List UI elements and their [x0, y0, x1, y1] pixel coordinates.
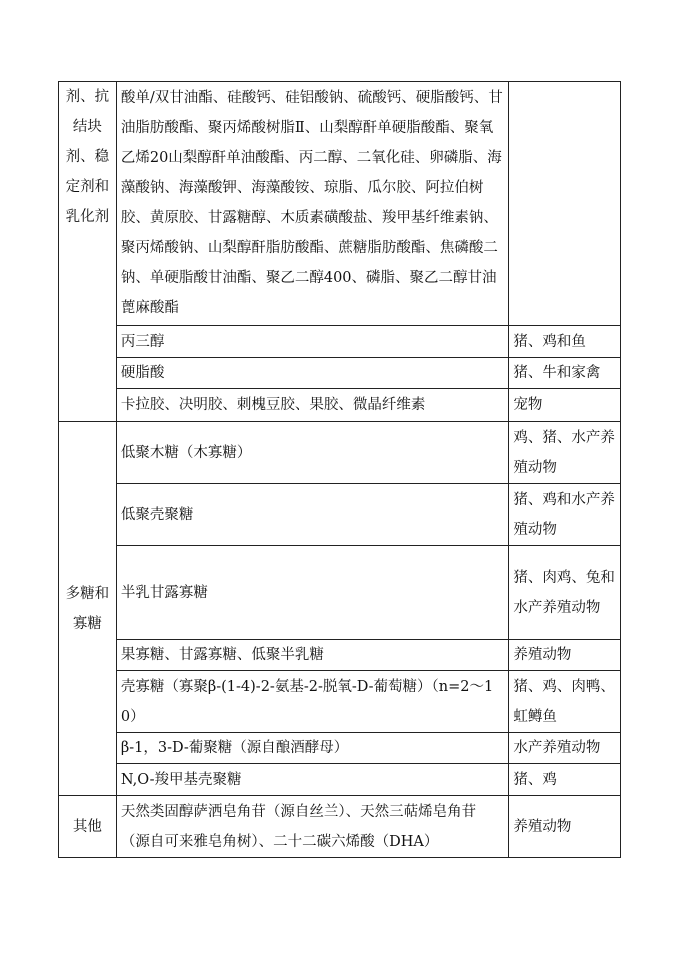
- table-row: [59, 640, 621, 671]
- table-row: [59, 671, 621, 733]
- category-cell: 其他: [59, 796, 117, 858]
- feed-additive-table: [58, 81, 621, 858]
- additive-name-cell: 低聚壳聚糖: [116, 484, 509, 546]
- additive-name-cell: 低聚木糖（木寡糖）: [116, 422, 509, 484]
- category-cell: 剂、抗结块剂、稳定剂和乳化剂: [59, 82, 117, 422]
- table-row: [59, 796, 621, 858]
- scope-cell: 养殖动物: [509, 640, 621, 671]
- table-row: [59, 389, 621, 422]
- scope-cell: 养殖动物: [509, 796, 621, 858]
- scope-cell: 鸡、猪、水产养殖动物: [509, 422, 621, 484]
- table-row: [59, 484, 621, 546]
- additive-name-cell: 壳寡糖（寡聚β-(1-4)-2-氨基-2-脱氧-D-葡萄糖）（n=2～10）: [116, 671, 509, 733]
- category-cell: 多糖和寡糖: [59, 422, 117, 796]
- scope-cell: 猪、鸡和水产养殖动物: [509, 484, 621, 546]
- table-row: [59, 733, 621, 764]
- additive-name-cell: 丙三醇: [116, 326, 509, 358]
- scope-cell: 宠物: [509, 389, 621, 422]
- table-row: [59, 326, 621, 358]
- table-row: [59, 422, 621, 484]
- table-row: [59, 546, 621, 640]
- table-row: [59, 358, 621, 389]
- additive-name-cell: 果寡糖、甘露寡糖、低聚半乳糖: [116, 640, 509, 671]
- scope-cell: 猪、牛和家禽: [509, 358, 621, 389]
- scope-cell: 猪、鸡和鱼: [509, 326, 621, 358]
- additive-name-cell: 天然类固醇萨洒皂角苷（源自丝兰）、天然三萜烯皂角苷（源自可来雅皂角树）、二十二碳六烯酸（DHA）: [116, 796, 509, 858]
- table-row: [59, 764, 621, 796]
- table-row: [59, 82, 621, 326]
- additive-name-cell: β-1，3-D-葡聚糖（源自酿酒酵母）: [116, 733, 509, 764]
- scope-cell: 水产养殖动物: [509, 733, 621, 764]
- additive-name-cell: 卡拉胶、决明胶、刺槐豆胶、果胶、微晶纤维素: [116, 389, 509, 422]
- additive-name-cell: 酸单/双甘油酯、硅酸钙、硅铝酸钠、硫酸钙、硬脂酸钙、甘油脂肪酸酯、聚丙烯酸树脂Ⅱ、山梨醇酐单硬脂酸酯、聚氧乙烯20山梨醇酐单油酸酯、丙二醇、二氧化硅、卵磷脂、海藻酸钠、海藻酸钾、海藻酸铵、琼脂、瓜尔胶、阿拉伯树胶、黄原胶、甘露糖醇、木质素磺酸盐、羧甲基纤维素钠、聚丙烯酸钠、山梨醇酐脂肪酸酯、蔗糖脂肪酸酯、焦磷酸二钠、单硬脂酸甘油酯、聚乙二醇400、磷脂、聚乙二醇甘油蓖麻酸酯: [116, 82, 509, 326]
- additive-name-cell: N,O-羧甲基壳聚糖: [116, 764, 509, 796]
- additive-name-cell: 半乳甘露寡糖: [116, 546, 509, 640]
- additive-name-cell: 硬脂酸: [116, 358, 509, 389]
- scope-cell: 猪、肉鸡、兔和水产养殖动物: [509, 546, 621, 640]
- scope-cell: [509, 82, 621, 326]
- scope-cell: 猪、鸡、肉鸭、虹鳟鱼: [509, 671, 621, 733]
- scope-cell: 猪、鸡: [509, 764, 621, 796]
